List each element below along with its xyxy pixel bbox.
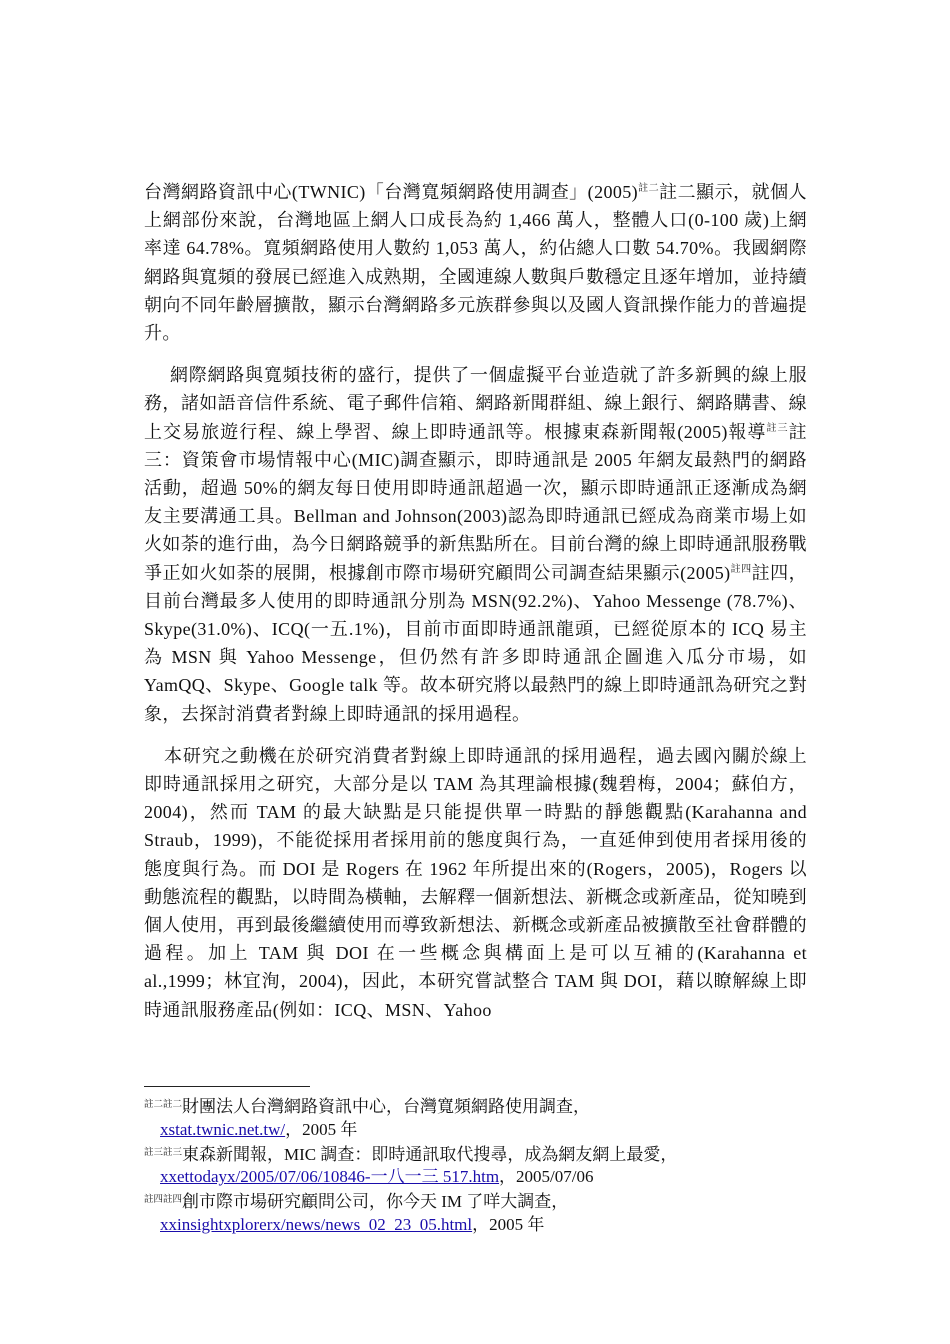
footnote-text: 財團法人台灣網路資訊中心，台灣寬頻網路使用調查，	[182, 1097, 591, 1116]
paragraph-text: 本研究之動機在於研究消費者對線上即時通訊的採用過程，過去國內關於線上即時通訊採用之研究，大部分是以 TAM 為其理論根據(魏碧梅，2004；蘇伯方，2004)，然而 TAM 的最大缺點是只能提供單一時點的靜態觀點(Karahanna and Straub，1999)，不能從採用者採用前的態度與行為，一直延伸到使用者採用後的態度與行為。而 DOI 是 Rogers 在 1962 年所提出來的(Rogers，2005)，Rogers 以動態流程的觀點，以時間為橫軸，去解釋一個新想法、新概念或新產品，從知曉到個人使用，再到最後繼續使用而導致新想法、新概念或新產品被擴散至社會群體的過程。加上 TAM 與 DOI 在一些概念與構面上是可以互補的(Karahanna et al.,1999；林宜洵，2004)，因此，本研究嘗試整合 TAM 與 DOI，藉以瞭解線上即時通訊服務產品(例如：ICQ、MSN、Yahoo	[144, 745, 807, 1020]
footnote-link[interactable]: xstat.twnic.net.tw/	[160, 1119, 286, 1139]
footnote-ref[interactable]: 註四	[730, 563, 752, 575]
footnote-mark: 註四註四	[144, 1195, 183, 1206]
paragraph-text: 註四，目前台灣最多人使用的即時通訊分別為 MSN(92.2%)、Yahoo Messenge (78.7%)、Skype(31.0%)、ICQ(一五.1%)，目前市面即時通訊龍頭，已經從原本的 ICQ 易主為 MSN 與 Yahoo Messenge，但仍然有許多即時通訊企圖進入瓜分市場，如 YamQQ、Skype、Google talk 等。故本研究將以最熱門的線上即時通訊為研究之對象，去探討消費者對線上即時通訊的採用過程。	[144, 562, 807, 724]
paragraph-text: 註二顯示，就個人上網部份來說，台灣地區上網人口成長為約 1,466 萬人，整體人口(0-100 歲)上網率達 64.78%。寬頻網路使用人數約 1,053 萬人，約佔總人口數 54.70%。我國網際網路與寬頻的發展已經進入成熟期，全國連線人數與戶數穩定且逐年增加，並持續朝向不同年齡層擴散，顯示台灣網路多元族群參與以及國人資訊操作能力的普遍提升。	[144, 182, 807, 344]
footnote-ref[interactable]: 註二	[638, 183, 660, 194]
paragraph-twnic-survey	[144, 178, 807, 347]
footnote-date: ，2005 年	[472, 1214, 545, 1234]
footnote-date: ，2005/07/06	[499, 1167, 594, 1187]
paragraph-research-motivation	[144, 742, 807, 1024]
paragraph-text: 註三：資策會市場情報中心(MIC)調查顯示，即時通訊是 2005 年網友最熱門的網路活動，超過 50%的網友每日使用即時通訊超過一次，顯示即時通訊正逐漸成為網友主要溝通工具。Bellman and Johnson(2003)認為即時通訊已經成為商業市場上如火如荼的進行曲，為今日網路競爭的新焦點所在。目前台灣的線上即時通訊服務戰爭正如火如荼的展開，根據創市際市場研究顧問公司調查結果顯示(2005)	[144, 421, 807, 583]
footnote-date: ，2005 年	[285, 1119, 358, 1139]
footnote-text: 東森新聞報，MIC 調查：即時通訊取代搜尋，成為網友網上最愛，	[182, 1144, 678, 1164]
footnotes	[144, 1086, 807, 1237]
footnote-mark: 註二註二	[144, 1100, 183, 1110]
document-body	[144, 178, 807, 1024]
footnote-mark: 註三註三	[144, 1147, 183, 1158]
footnote-4	[144, 1189, 807, 1237]
footnote-link[interactable]: xxettodayx/2005/07/06/10846-一八一三 517.htm	[160, 1167, 500, 1187]
footnote-ref[interactable]: 註三	[766, 422, 789, 434]
footnote-text: 創市際市場研究顧問公司，你今天 IM 了咩大調查，	[182, 1192, 569, 1212]
footnote-link[interactable]: xxinsightxplorerx/news/news_02_23_05.html	[160, 1214, 473, 1234]
footnote-2	[144, 1094, 807, 1142]
footnote-separator	[144, 1086, 310, 1087]
footnote-3	[144, 1142, 807, 1190]
paragraph-instant-messaging	[144, 361, 807, 728]
paragraph-text: 台灣網路資訊中心(TWNIC)「台灣寬頻網路使用調查」(2005)	[144, 182, 639, 202]
paragraph-text: 網際網路與寬頻技術的盛行，提供了一個虛擬平台並造就了許多新興的線上服務，諸如語音信件系統、電子郵件信箱、網路新聞群組、線上銀行、網路購書、線上交易旅遊行程、線上學習、線上即時通訊等。根據東森新聞報(2005)報導	[144, 365, 807, 442]
